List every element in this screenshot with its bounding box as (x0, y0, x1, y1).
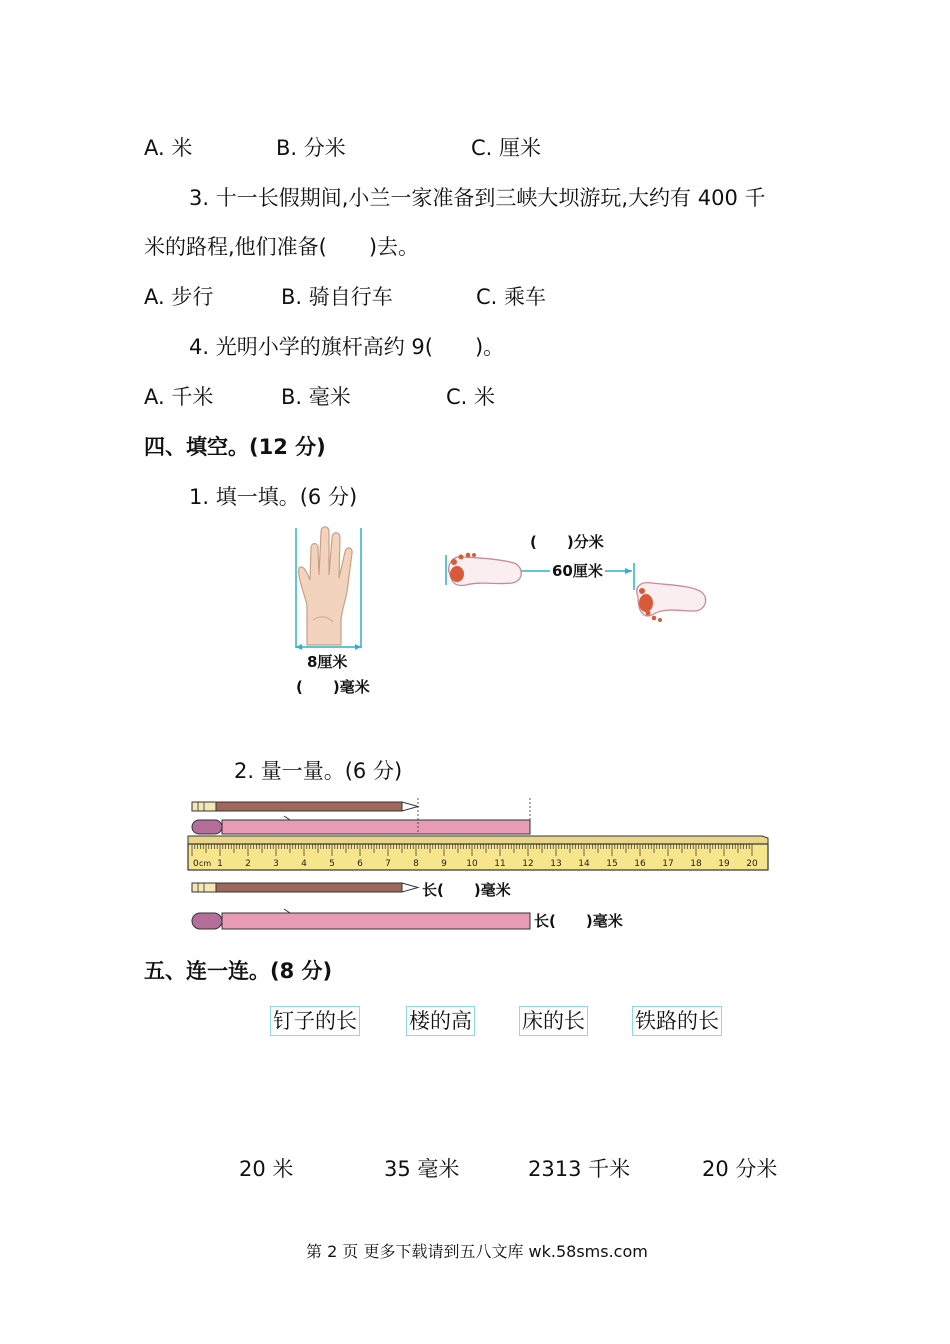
q3-line2: 米的路程,他们准备( )去。 (144, 235, 420, 259)
q3-option-a: A. 步行 (144, 285, 214, 309)
pencil-bottom (192, 883, 418, 892)
ruler-tick-label: 0 (193, 859, 199, 869)
ruler-tick-label: 5 (329, 859, 335, 869)
ruler-tick-label: 11 (494, 859, 506, 869)
q4-option-a: A. 千米 (144, 385, 214, 409)
section4-sub2: 2. 量一量。(6 分) (234, 759, 403, 783)
section4-sub1: 1. 填一填。(6 分) (189, 485, 358, 509)
match-bottom-2[interactable]: 35 毫米 (384, 1157, 460, 1181)
foot-answer-blank: ( )分米 (530, 533, 604, 551)
ruler-tick-label: 3 (273, 859, 279, 869)
ruler-tick-label: 17 (662, 859, 674, 869)
ruler-tick-label: 2 (245, 859, 251, 869)
q4-option-b: B. 毫米 (281, 385, 351, 409)
hand-illustration (285, 520, 375, 650)
ruler-tick-label: 16 (634, 859, 646, 869)
ruler-tick-label: 14 (578, 859, 590, 869)
match-top-nail[interactable]: 钉子的长 (270, 1006, 360, 1036)
q3-option-b: B. 骑自行车 (281, 285, 393, 309)
q3-line1: 3. 十一长假期间,小兰一家准备到三峡大坝游玩,大约有 400 千 (189, 186, 766, 210)
hand-answer-blank: ( )毫米 (296, 678, 370, 696)
match-bottom-1[interactable]: 20 米 (239, 1157, 294, 1181)
q3-option-c: C. 乘车 (476, 285, 547, 309)
ruler-figure (186, 796, 776, 936)
foot-measure-label: 60厘米 (552, 562, 603, 580)
section4-title: 四、填空。(12 分) (144, 435, 326, 459)
match-bottom-4[interactable]: 20 分米 (702, 1157, 778, 1181)
stick-bottom (192, 909, 530, 929)
ruler-tick-label: 13 (550, 859, 562, 869)
ruler-tick-label: 10 (466, 859, 478, 869)
pencil-top (192, 802, 418, 811)
match-top-building[interactable]: 楼的高 (406, 1006, 475, 1036)
ruler-tick-label: 6 (357, 859, 363, 869)
foot-illustration (440, 545, 720, 630)
q2-option-c: C. 厘米 (471, 136, 542, 160)
page-footer: 第 2 页 更多下载请到五八文库 wk.58sms.com (306, 1242, 648, 1261)
stick-length-answer: 长( )毫米 (534, 912, 623, 930)
q4-option-c: C. 米 (446, 385, 496, 409)
ruler-tick-label: 1 (217, 859, 223, 869)
ruler-tick-label: 4 (301, 859, 307, 869)
ruler-tick-label: 19 (718, 859, 730, 869)
match-top-bed[interactable]: 床的长 (519, 1006, 588, 1036)
ruler-tick-label: 15 (606, 859, 618, 869)
ruler-tick-label: 8 (413, 859, 419, 869)
ruler-tick-label: 9 (441, 859, 447, 869)
ruler-tick-label: 7 (385, 859, 391, 869)
ruler-unit-label: cm (199, 859, 212, 868)
stick-top (192, 816, 530, 834)
ruler-tick-label: 18 (690, 859, 702, 869)
ruler-tick-label: 20 (746, 859, 758, 869)
match-top-railway[interactable]: 铁路的长 (632, 1006, 722, 1036)
match-bottom-3[interactable]: 2313 千米 (528, 1157, 631, 1181)
pencil-length-answer: 长( )毫米 (422, 881, 511, 899)
q4-text: 4. 光明小学的旗杆高约 9( )。 (189, 335, 505, 359)
hand-measure-label: 8厘米 (307, 653, 348, 671)
q2-option-b: B. 分米 (276, 136, 346, 160)
section5-title: 五、连一连。(8 分) (144, 959, 333, 983)
q2-option-a: A. 米 (144, 136, 193, 160)
ruler-tick-label: 12 (522, 859, 534, 869)
